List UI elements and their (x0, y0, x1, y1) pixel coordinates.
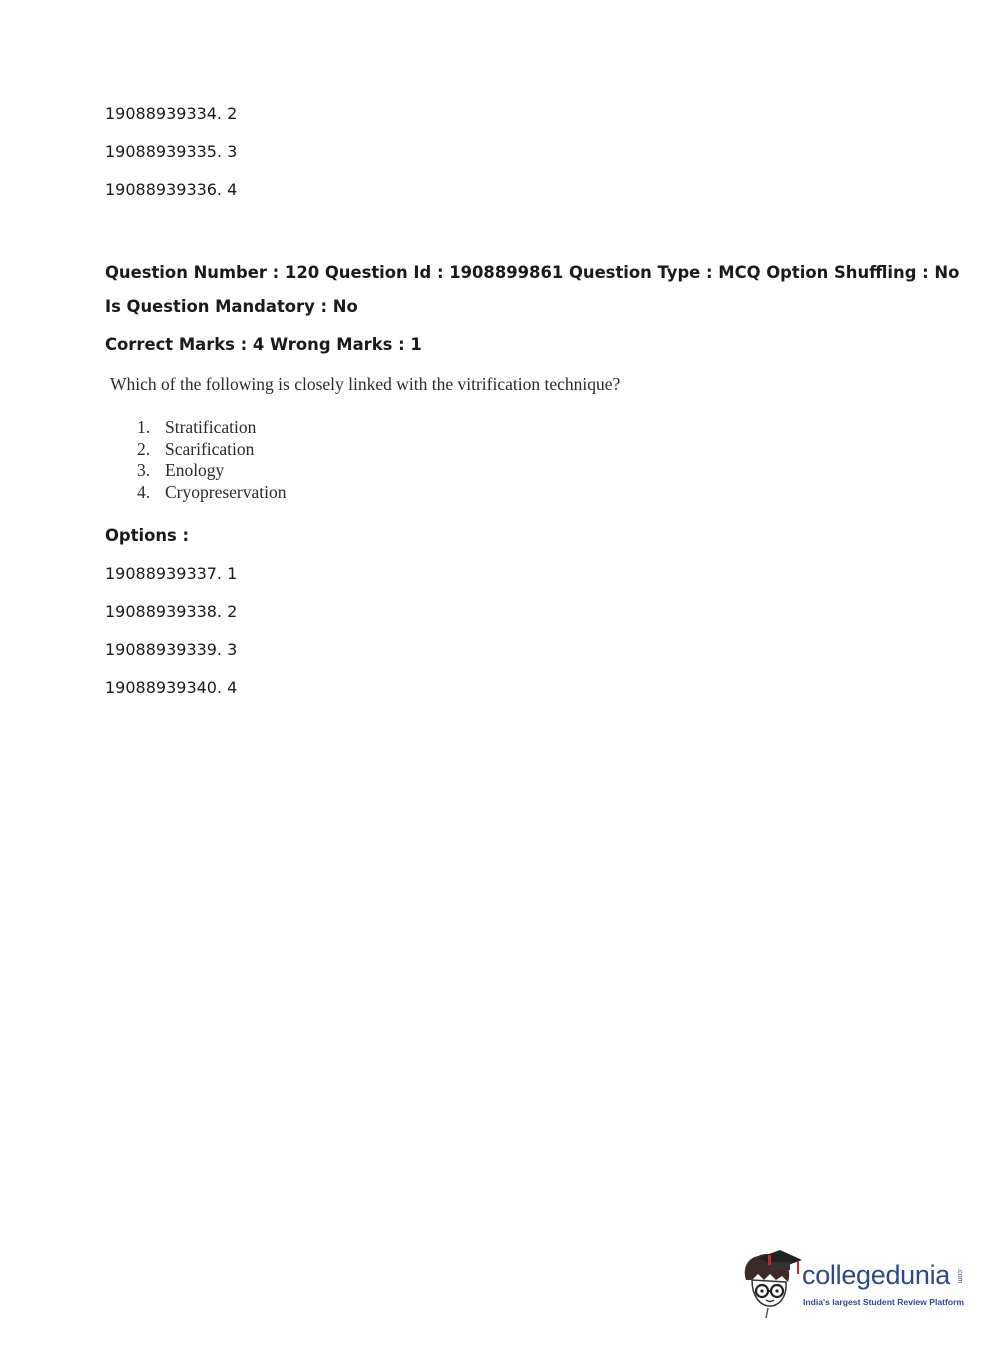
choice-item (137, 482, 287, 504)
question-marks: Correct Marks : 4 Wrong Marks : 1 (105, 335, 422, 354)
prev-option-2: 19088939335. 3 (105, 142, 238, 161)
question-mandatory: Is Question Mandatory : No (105, 297, 358, 316)
question-text: Which of the following is closely linked with the vitrification technique? (110, 374, 621, 394)
logo-com: .com (956, 1268, 963, 1284)
student-mascot-icon (740, 1246, 802, 1322)
option-4: 19088939340. 4 (105, 678, 238, 697)
option-2: 19088939338. 2 (105, 602, 238, 621)
prev-option-1: 19088939334. 2 (105, 104, 238, 123)
choice-number: 2. (137, 438, 151, 459)
question-header: Question Number : 120 Question Id : 1908899861 Question Type : MCQ Option Shuffling : No (105, 263, 960, 282)
choice-number: 1. (137, 417, 151, 437)
choice-number: 4. (137, 482, 151, 503)
choice-number: 3. (137, 460, 151, 481)
choice-item (137, 417, 287, 439)
choice-label: Enology (165, 460, 225, 481)
choice-label: Cryopreservation (165, 482, 287, 503)
choice-item (137, 439, 287, 461)
logo-tagline: India's largest Student Review Platform (803, 1297, 965, 1307)
choice-label: Stratification (165, 417, 257, 437)
logo-wordmark: collegedunia (802, 1260, 951, 1290)
prev-option-3: 19088939336. 4 (105, 180, 238, 199)
options-label: Options : (105, 526, 190, 545)
choice-label: Scarification (165, 438, 255, 459)
choice-item (137, 460, 287, 482)
option-1: 19088939337. 1 (105, 564, 238, 583)
question-choices (137, 417, 287, 504)
collegedunia-logo (740, 1246, 970, 1322)
option-3: 19088939339. 3 (105, 640, 238, 659)
